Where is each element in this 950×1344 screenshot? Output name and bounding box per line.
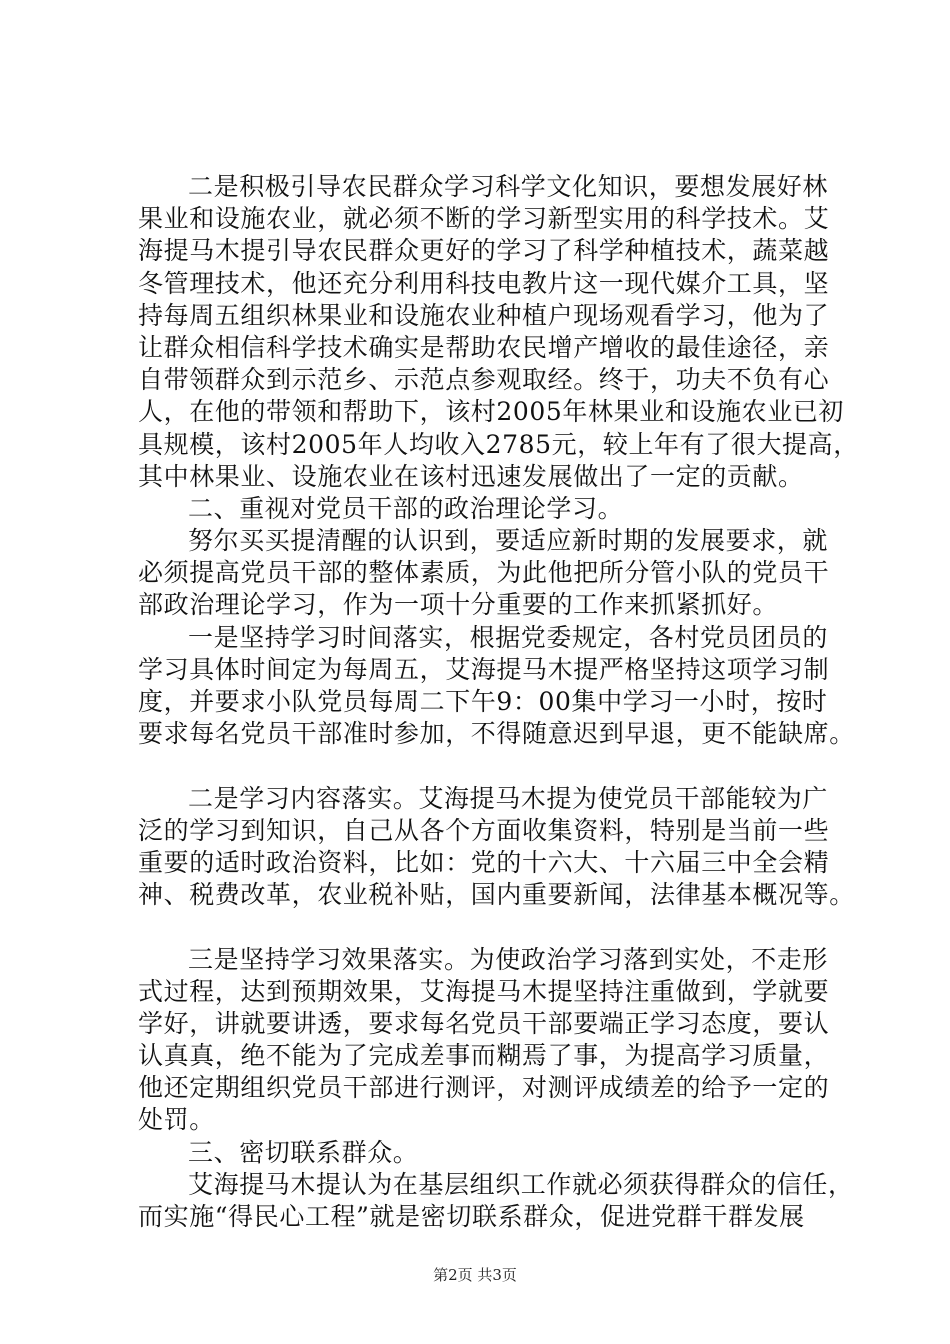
section-heading: 二、重视对党员干部的政治理论学习。 — [188, 493, 624, 523]
paragraph-line: 他还定期组织党员干部进行测评，对测评成绩差的给予一定的 — [138, 1073, 830, 1103]
paragraph-line: 处罚。 — [138, 1105, 215, 1135]
paragraph-gap — [138, 750, 858, 782]
paragraph-line: 式过程，达到预期效果，艾海提马木提坚持注重做到，学就要 — [138, 976, 830, 1006]
paragraph-line: 部政治理论学习，作为一项十分重要的工作来抓紧抓好。 — [138, 590, 779, 620]
paragraph-line: 人，在他的带领和帮助下，该村2005年林果业和设施农业已初 — [138, 397, 845, 427]
paragraph-line: 二是学习内容落实。艾海提马木提为使党员干部能较为广 — [188, 783, 829, 813]
document-body — [138, 171, 858, 1233]
paragraph-line: 度，并要求小队党员每周二下午9：00集中学习一小时，按时 — [138, 687, 828, 716]
section-heading: 三、密切联系群众。 — [188, 1137, 419, 1167]
paragraph-line: 学习具体时间定为每周五，艾海提马木提严格坚持这项学习制 — [138, 654, 830, 684]
page-footer: 第2页 共3页 — [433, 1266, 517, 1284]
paragraph-line: 重要的适时政治资料，比如：党的十六大、十六届三中全会精 — [138, 847, 830, 877]
paragraph-line: 让群众相信科学技术确实是帮助农民增产增收的最佳途径，亲 — [138, 332, 830, 362]
paragraph-line: 泛的学习到知识，自己从各个方面收集资料，特别是当前一些 — [138, 815, 830, 845]
paragraph-line: 必须提高党员干部的整体素质，为此他把所分管小队的党员干 — [138, 558, 830, 588]
paragraph-line: 要求每名党员干部准时参加，不得随意迟到早退，更不能缺席。 — [138, 719, 855, 749]
paragraph-line: 神、税费改革，农业税补贴，国内重要新闻，法律基本概况等。 — [138, 880, 855, 910]
paragraph-line: 持每周五组织林果业和设施农业种植户现场观看学习，他为了 — [138, 300, 830, 330]
paragraph-line: 一是坚持学习时间落实，根据党委规定，各村党员团员的 — [188, 622, 829, 652]
paragraph-line: 具规模，该村2005年人均收入2785元，较上年有了很大提高， — [138, 429, 859, 459]
paragraph-line: 而实施“得民心工程”就是密切联系群众，促进党群干群发展 — [138, 1202, 805, 1231]
paragraph-line: 三是坚持学习效果落实。为使政治学习落到实处，不走形 — [188, 944, 829, 974]
paragraph-line: 自带领群众到示范乡、示范点参观取经。终于，功夫不负有心 — [138, 365, 830, 395]
paragraph-line: 二是积极引导农民群众学习科学文化知识，要想发展好林 — [188, 172, 829, 201]
paragraph-line: 努尔买买提清醒的认识到，要适应新时期的发展要求，就 — [188, 526, 829, 556]
paragraph-line: 认真真，绝不能为了完成差事而糊焉了事，为提高学习质量， — [138, 1041, 830, 1071]
paragraph-line: 冬管理技术，他还充分利用科技电教片这一现代媒介工具，坚 — [138, 268, 830, 298]
paragraph-line: 海提马木提引导农民群众更好的学习了科学种植技术，蔬菜越 — [138, 236, 830, 266]
paragraph-line: 艾海提马木提认为在基层组织工作就必须获得群众的信任， — [188, 1169, 854, 1199]
paragraph-line: 其中林果业、设施农业在该村迅速发展做出了一定的贡献。 — [138, 461, 804, 491]
paragraph-line: 学好，讲就要讲透，要求每名党员干部要端正学习态度，要认 — [138, 1008, 830, 1038]
paragraph-line: 果业和设施农业，就必须不断的学习新型实用的科学技术。艾 — [138, 204, 830, 234]
paragraph-gap — [138, 911, 858, 943]
